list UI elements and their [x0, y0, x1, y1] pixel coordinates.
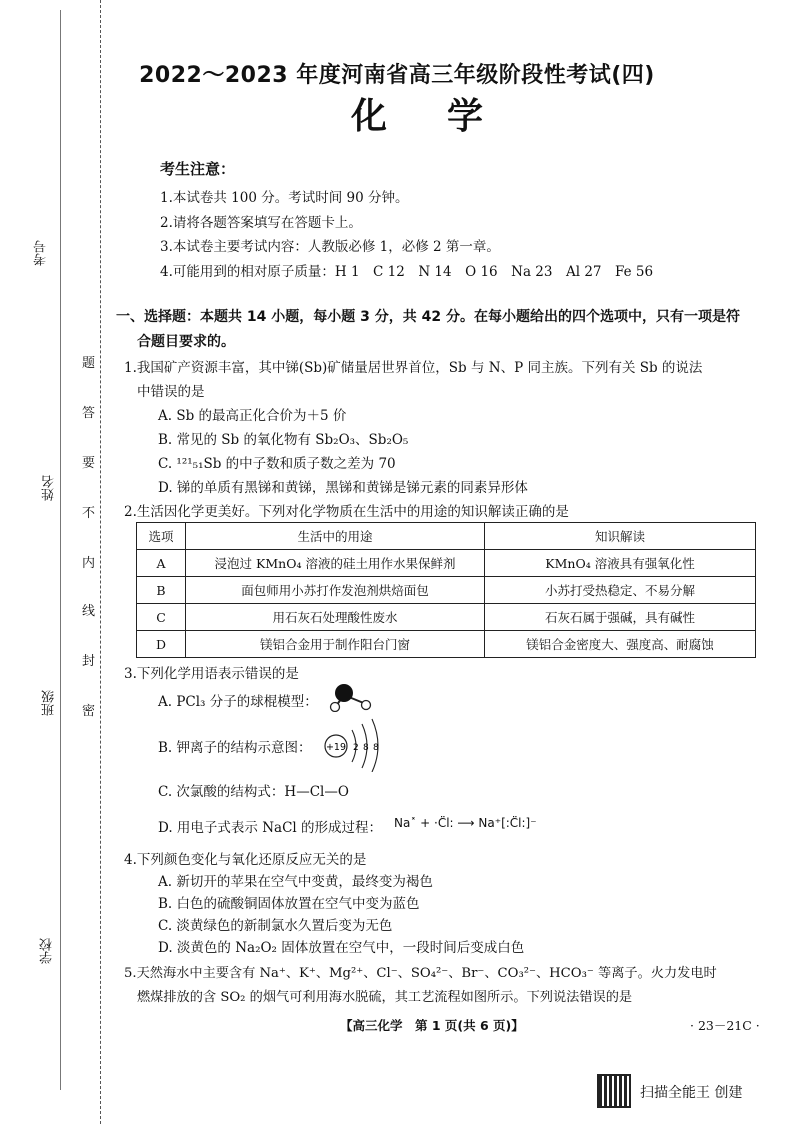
q1-option-a: A. Sb 的最高正化合价为＋5 价 [158, 408, 347, 424]
binding-line-dashed [100, 0, 101, 1124]
table-cell: 浸泡过 KMnO₄ 溶液的硅土用作水果保鲜剂 [186, 550, 485, 577]
notice-item: 3.本试卷主要考试内容：人教版必修 1，必修 2 第一章。 [160, 239, 500, 255]
seal-char: 线 [82, 604, 96, 619]
q5-stem: 5.天然海水中主要含有 Na⁺、K⁺、Mg²⁺、Cl⁻、SO₄²⁻、Br⁻、CO₃²⁻、HCO₃⁻ 等离子。火力发电时 [124, 966, 717, 981]
table-row [137, 550, 756, 577]
table-row [137, 604, 756, 631]
seal-char: 不 [82, 506, 96, 521]
q3-option-c: C. 次氯酸的结构式：H—Cl—O [158, 784, 349, 800]
exam-title: 2022～2023 年度河南省高三年级阶段性考试(四) [139, 63, 655, 88]
table-cell: 面包师用小苏打作发泡剂烘焙面包 [186, 577, 485, 604]
table-cell: KMnO₄ 溶液具有强氧化性 [485, 550, 756, 577]
notice-item: 1.本试卷共 100 分。考试时间 90 分钟。 [160, 190, 409, 206]
school-label: 学校 [40, 938, 55, 964]
q3-option-b: B. 钾离子的结构示意图： [158, 740, 312, 756]
section-heading: 一、选择题：本题共 14 小题，每小题 3 分，共 42 分。在每小题给出的四个选项中，只有一项是符 [116, 309, 740, 325]
q3-option-a: A. PCl₃ 分子的球棍模型： [158, 694, 318, 710]
q1-option-b: B. 常见的 Sb 的氧化物有 Sb₂O₃、Sb₂O₅ [158, 432, 409, 448]
table-cell: A [137, 550, 186, 577]
exam-number-label: 考号 [34, 240, 49, 266]
seal-char: 要 [82, 456, 96, 471]
notice-item: 2.请将各题答案填写在答题卡上。 [160, 215, 362, 231]
table-header: 生活中的用途 [186, 523, 485, 550]
table-row [137, 631, 756, 658]
page-footer: 【高三化学 第 1 页(共 6 页)】 [340, 1018, 524, 1033]
seal-char: 密 [82, 704, 96, 719]
shell-electrons: 2 [353, 743, 359, 753]
q1-option-d: D. 锑的单质有黑锑和黄锑，黑锑和黄锑是锑元素的同素异形体 [158, 480, 528, 496]
q2-stem: 2.生活因化学更美好。下列对化学物质在生活中的用途的知识解读正确的是 [124, 504, 569, 520]
q1-option-c: C. ¹²¹₅₁Sb 的中子数和质子数之差为 70 [158, 456, 396, 472]
q4-stem: 4.下列颜色变化与氧化还原反应无关的是 [124, 852, 367, 868]
table-header-row [137, 523, 756, 550]
q4-option-b: B. 白色的硫酸铜固体放置在空气中变为蓝色 [158, 896, 420, 912]
table-cell: 镁铝合金用于制作阳台门窗 [186, 631, 485, 658]
nucleus-label: +19 [325, 742, 347, 753]
seal-char: 答 [82, 406, 96, 421]
notice-item: 4.可能用到的相对原子质量：H 1 C 12 N 14 O 16 Na 23 Al 27 Fe 56 [160, 264, 654, 280]
pcl3-ball-stick-model [326, 680, 376, 712]
table-row [137, 577, 756, 604]
class-label: 班级 [42, 690, 57, 716]
table-cell: 石灰石属于强碱，具有碱性 [485, 604, 756, 631]
potassium-ion-diagram [322, 716, 392, 772]
table-cell: 用石灰石处理酸性废水 [186, 604, 485, 631]
table-header: 知识解读 [485, 523, 756, 550]
table-cell: 镁铝合金密度大、强度高、耐腐蚀 [485, 631, 756, 658]
table-header: 选项 [137, 523, 186, 550]
name-label: 姓名 [42, 475, 57, 501]
exam-code: · 23－21C · [690, 1018, 760, 1033]
seal-char: 题 [82, 356, 96, 371]
q4-option-c: C. 淡黄绿色的新制氯水久置后变为无色 [158, 918, 393, 934]
notice-heading: 考生注意： [160, 160, 236, 178]
q1-stem: 1.我国矿产资源丰富，其中锑(Sb)矿储量居世界首位，Sb 与 N、P 同主族。下列有关 Sb 的说法 [124, 360, 703, 376]
seal-char: 封 [82, 654, 96, 669]
table-cell: 小苏打受热稳定、不易分解 [485, 577, 756, 604]
table-cell: C [137, 604, 186, 631]
section-heading-cont: 合题目要求的。 [137, 334, 235, 350]
q1-stem-cont: 中错误的是 [137, 384, 205, 400]
table-cell: B [137, 577, 186, 604]
q4-option-a: A. 新切开的苹果在空气中变黄，最终变为褐色 [158, 874, 433, 890]
subject-title: 化学 [350, 96, 543, 137]
qr-code-icon [597, 1074, 631, 1108]
binding-line-outer [60, 10, 61, 1090]
scanner-watermark: 扫描全能王 创建 [640, 1085, 743, 1101]
nacl-electron-formula: Na˟ + ·C̈l: ⟶ Na⁺[:C̈l:]⁻ [394, 816, 537, 830]
seal-char: 内 [82, 556, 96, 571]
shell-electrons: 8 [363, 743, 369, 753]
shell-electrons: 8 [373, 743, 379, 753]
q3-stem: 3.下列化学用语表示错误的是 [124, 666, 299, 682]
q2-table [136, 522, 756, 658]
q5-stem-cont: 燃煤排放的含 SO₂ 的烟气可利用海水脱硫，其工艺流程如图所示。下列说法错误的是 [137, 990, 633, 1005]
q3-option-d: D. 用电子式表示 NaCl 的形成过程： [158, 820, 383, 836]
table-cell: D [137, 631, 186, 658]
q4-option-d: D. 淡黄色的 Na₂O₂ 固体放置在空气中，一段时间后变成白色 [158, 940, 525, 956]
